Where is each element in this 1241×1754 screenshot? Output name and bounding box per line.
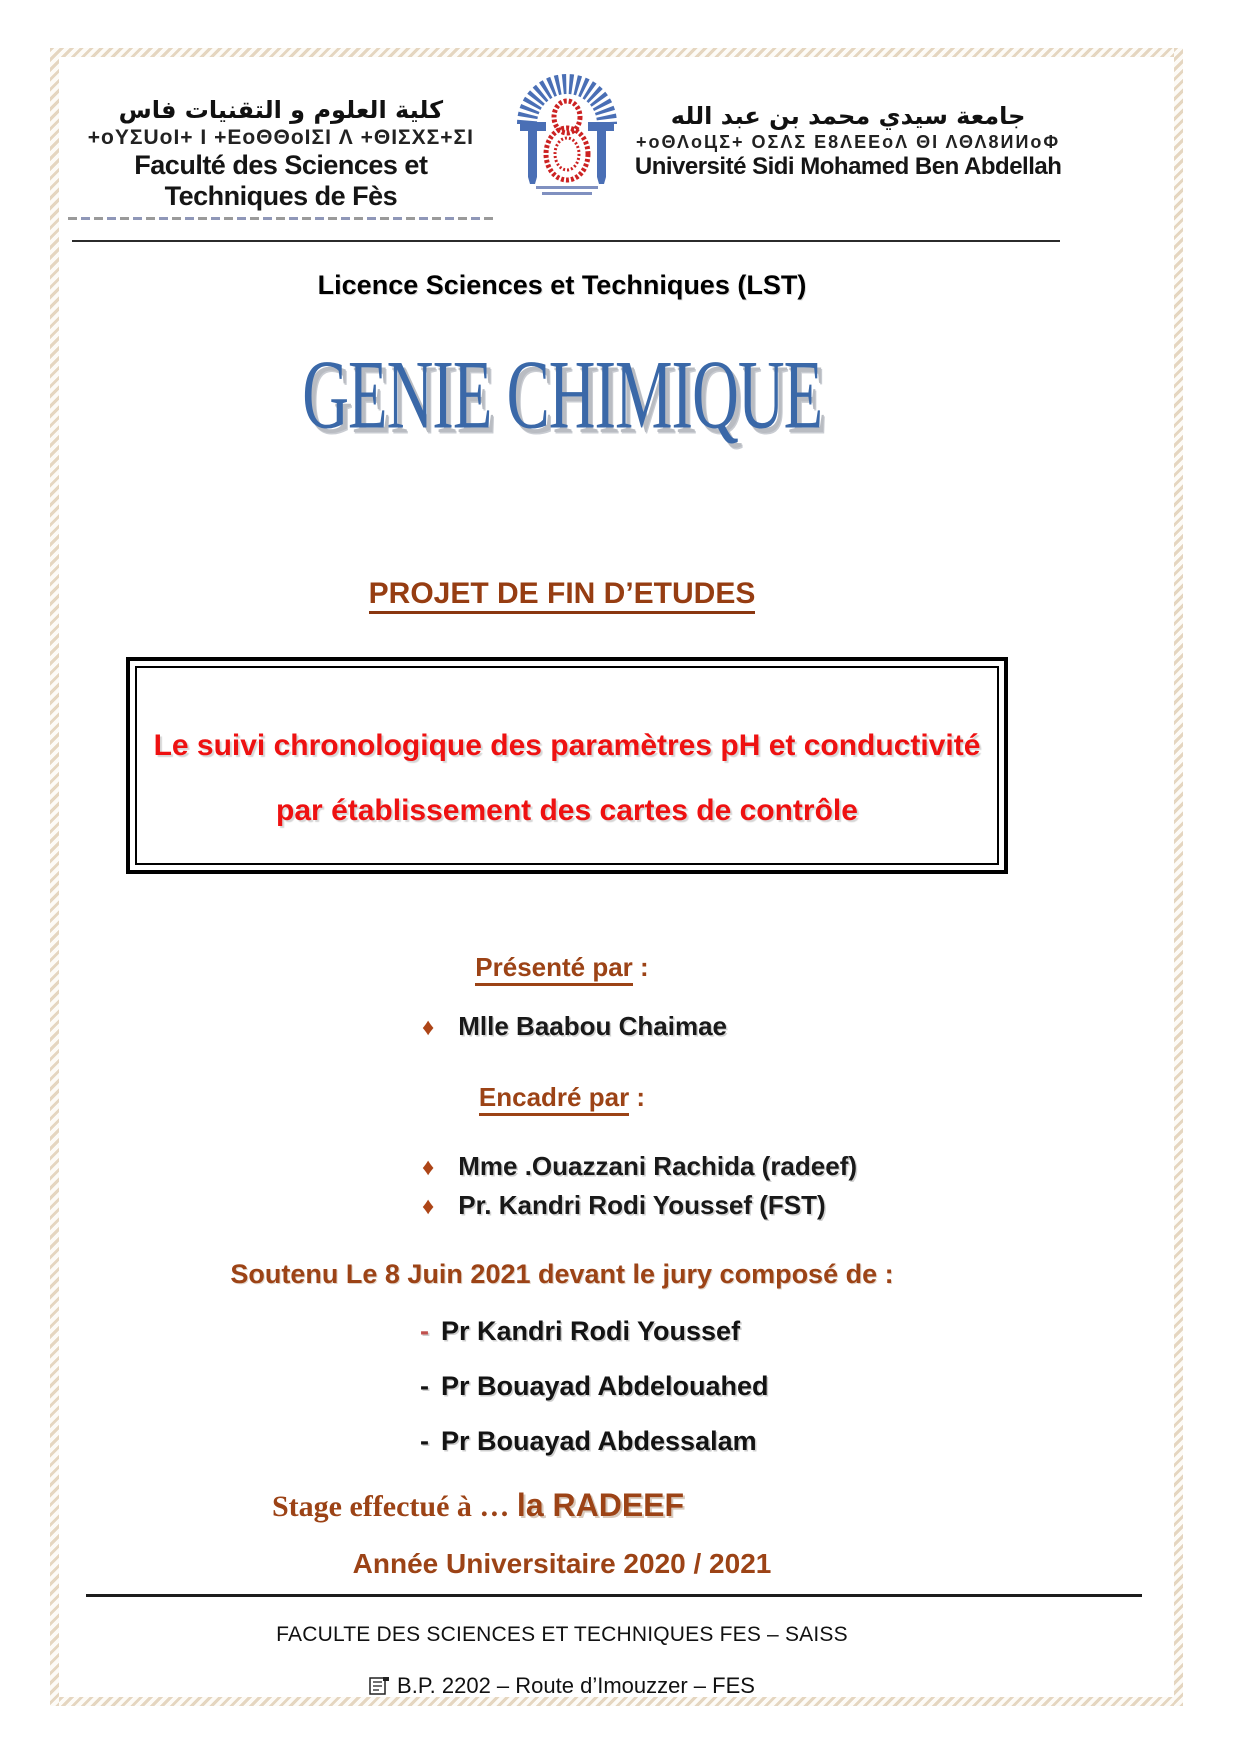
supervisor-name: Mme .Ouazzani Rachida (radeef): [458, 1151, 858, 1181]
jury-member: Pr Bouayad Abdelouahed: [441, 1371, 769, 1401]
document-type-block: [60, 577, 1064, 611]
thesis-title-line1: Le suivi chronologique des paramètres pH et conductivité: [153, 729, 981, 762]
university-header-block: [632, 72, 1064, 181]
footer-divider: [86, 1594, 1142, 1597]
list-dash: -: [420, 1316, 429, 1346]
faculty-footer-line: FACULTE DES SCIENCES ET TECHNIQUES FES – SAISS: [276, 1623, 848, 1646]
faculty-name-text: Faculté des Sciences et Techniques de Fès: [134, 150, 428, 211]
faculty-header-block: [60, 72, 502, 220]
presented-by-heading: [60, 952, 1064, 983]
university-tifinagh-text: +oΘΛoЦΣ+ ΟΣΛΣ Ε8ΛΕΕοΛ ΘΙ ΛΘΛ8ИИοΦ: [636, 132, 1061, 152]
jury-member: Pr Bouayad Abdessalam: [441, 1426, 757, 1456]
student-name-line: [422, 1011, 1064, 1042]
diamond-bullet-icon: ♦: [422, 1154, 435, 1181]
university-emblem-icon: [506, 72, 628, 200]
thesis-title-line2: par établissement des cartes de contrôle: [276, 793, 858, 827]
address-text: B.P. 2202 – Route d’Imouzzer – FES: [397, 1673, 755, 1698]
supervisor-name-line: [422, 1151, 1064, 1182]
academic-year: Année Universitaire 2020 / 2021: [352, 1548, 772, 1579]
department-title-block: [60, 325, 1064, 467]
university-header: [60, 72, 1064, 220]
supervisor-name: Pr. Kandri Rodi Youssef (FST): [458, 1190, 826, 1220]
internship-prefix: Stage effectué à …: [272, 1490, 517, 1523]
university-arabic-text: جامعة سيدي محمد بن عبد الله: [670, 102, 1026, 130]
list-dash: -: [420, 1371, 429, 1401]
university-name-text: Université Sidi Mohamed Ben Abdellah: [634, 153, 1062, 180]
student-name: Mlle Baabou Chaimae: [458, 1011, 727, 1041]
thesis-title-box-inner: [135, 666, 999, 865]
page-border-top: [50, 48, 1183, 57]
thesis-title-box: [126, 657, 1008, 874]
faculty-decorative-dashes: [68, 217, 494, 220]
header-divider: [72, 240, 1060, 242]
internship-organization: la RADEEF: [516, 1487, 685, 1523]
presented-by-colon: :: [632, 952, 649, 982]
supervised-by-label: Encadré par: [479, 1082, 629, 1116]
supervisor-name-line: [422, 1190, 1064, 1221]
jury-member-line: [420, 1316, 1064, 1347]
supervised-by-heading: [60, 1082, 1064, 1113]
page-border-left: [50, 48, 59, 1706]
faculty-arabic-text: كلية العلوم و التقنيات فاس: [118, 96, 444, 124]
cover-page: [60, 72, 1064, 1699]
supervised-by-colon: :: [629, 1082, 646, 1112]
internship-line: [272, 1487, 1064, 1524]
department-title: GENIE CHIMIQUE: [302, 340, 822, 450]
program-title: Licence Sciences et Techniques (LST): [317, 270, 807, 300]
presented-by-label: Présenté par: [475, 952, 633, 986]
jury-member-line: [420, 1426, 1064, 1457]
diamond-bullet-icon: ♦: [422, 1014, 435, 1041]
defense-intro: Soutenu Le 8 Juin 2021 devant le jury composé de :: [230, 1259, 894, 1289]
page-border-right: [1174, 48, 1183, 1706]
list-dash: -: [420, 1426, 429, 1456]
jury-member-line: [420, 1371, 1064, 1402]
address-footer-line: [60, 1673, 1064, 1699]
document-type-title: PROJET DE FIN D’ETUDES: [369, 577, 756, 614]
logo-block: [502, 72, 633, 200]
diamond-bullet-icon: ♦: [422, 1193, 435, 1220]
document-icon: [369, 1677, 389, 1695]
jury-member: Pr Kandri Rodi Youssef: [441, 1316, 741, 1346]
faculty-tifinagh-text: +oYΣUoI+ I +ΕoΘΘoIΣI Λ +ΘΙΣΧΣ+ΣΙ: [87, 126, 474, 149]
